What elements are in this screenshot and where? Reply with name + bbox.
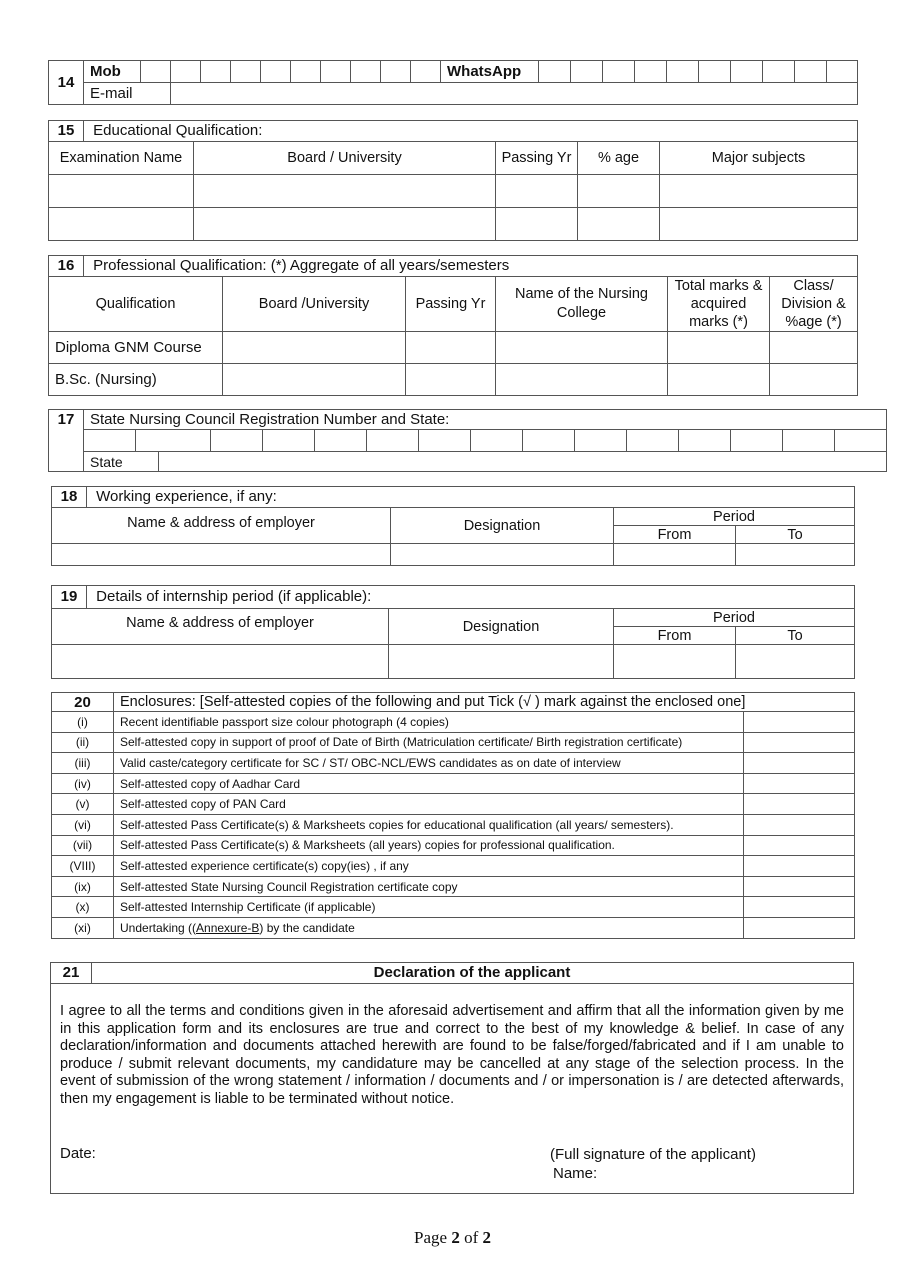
item-text: Self-attested Internship Certificate (if applicable) bbox=[114, 897, 744, 918]
tick-box[interactable] bbox=[744, 917, 855, 938]
section-14-contact-table bbox=[48, 60, 858, 105]
tick-box[interactable] bbox=[744, 835, 855, 856]
item-text-pre: Undertaking (( bbox=[120, 920, 197, 935]
percentage-cell[interactable] bbox=[578, 175, 660, 208]
reg-digit-box[interactable] bbox=[136, 430, 211, 452]
reg-digit-box[interactable] bbox=[263, 430, 315, 452]
tick-box[interactable] bbox=[744, 814, 855, 835]
item-text: Self-attested copy of Aadhar Card bbox=[114, 773, 744, 794]
column-header: Name of the Nursing College bbox=[496, 277, 668, 332]
tick-box[interactable] bbox=[744, 753, 855, 774]
from-cell[interactable] bbox=[614, 645, 736, 679]
designation-cell[interactable] bbox=[389, 645, 614, 679]
whatsapp-digit-box[interactable] bbox=[635, 61, 667, 83]
mob-digit-box[interactable] bbox=[321, 61, 351, 83]
section-number: 18 bbox=[52, 487, 87, 507]
item-roman: (iii) bbox=[52, 753, 114, 774]
section-19-internship-table bbox=[51, 585, 855, 679]
section-number: 21 bbox=[51, 963, 92, 983]
item-roman: (v) bbox=[52, 794, 114, 815]
item-roman: (vi) bbox=[52, 814, 114, 835]
reg-digit-box[interactable] bbox=[783, 430, 835, 452]
whatsapp-digit-box[interactable] bbox=[763, 61, 795, 83]
exam-name-cell[interactable] bbox=[49, 208, 194, 241]
item-text: Self-attested Pass Certificate(s) & Marksheets (all years) copies for professional qualification. bbox=[114, 835, 744, 856]
item-text-post: ) by the candidate bbox=[259, 920, 355, 935]
section-18-experience-table bbox=[51, 486, 855, 566]
item-roman: (VIII) bbox=[52, 856, 114, 877]
board-cell[interactable] bbox=[194, 208, 496, 241]
column-header: Designation bbox=[389, 609, 614, 645]
declaration-text: I agree to all the terms and conditions given in the aforesaid advertisement and affirm that all the information given by me in this application form and its enclosures are true and correct to the best of my knowledge & belief. In case of any declaration/information and documents attached herewith are found to be false/forged/fabricated and if I am unable to produce / submit relevant documents, my candidature may be cancelled at any stage of the selection process. In the event of submission of the wrong statement / information / documents and / or impersonation is / are detected afterwards, then my engagement is liable to be terminated without notice. bbox=[60, 1003, 844, 1107]
item-roman: (vii) bbox=[52, 835, 114, 856]
passing-year-cell[interactable] bbox=[406, 332, 496, 364]
board-cell[interactable] bbox=[194, 175, 496, 208]
to-cell[interactable] bbox=[736, 645, 855, 679]
item-text: Self-attested copy in support of proof of Date of Birth (Matriculation certificate/ Birth registration certificate) bbox=[114, 732, 744, 753]
whatsapp-digit-box[interactable] bbox=[699, 61, 731, 83]
section-number: 15 bbox=[49, 121, 84, 141]
whatsapp-label: WhatsApp bbox=[441, 61, 539, 83]
column-header: Name & address of employer bbox=[52, 609, 389, 645]
marks-cell[interactable] bbox=[668, 364, 770, 396]
reg-digit-box[interactable] bbox=[84, 430, 136, 452]
column-header: From bbox=[614, 627, 736, 645]
section-title: State Nursing Council Registration Number and State: bbox=[84, 410, 887, 430]
class-cell[interactable] bbox=[770, 332, 858, 364]
whatsapp-digit-box[interactable] bbox=[667, 61, 699, 83]
reg-digit-box[interactable] bbox=[471, 430, 523, 452]
column-header: Board / University bbox=[194, 142, 496, 175]
qualification-label: Diploma GNM Course bbox=[49, 332, 223, 364]
item-roman: (ii) bbox=[52, 732, 114, 753]
column-header: Period bbox=[614, 508, 855, 526]
item-roman: (ix) bbox=[52, 876, 114, 897]
item-text: Self-attested copy of PAN Card bbox=[114, 794, 744, 815]
item-roman: (iv) bbox=[52, 773, 114, 794]
mob-digit-box[interactable] bbox=[351, 61, 381, 83]
passing-year-cell[interactable] bbox=[496, 175, 578, 208]
class-cell[interactable] bbox=[770, 364, 858, 396]
annexure-b-link[interactable]: Annexure-B bbox=[196, 920, 260, 935]
declaration-header bbox=[51, 963, 853, 984]
tick-box[interactable] bbox=[744, 794, 855, 815]
employer-cell[interactable] bbox=[52, 544, 391, 566]
percentage-cell[interactable] bbox=[578, 208, 660, 241]
column-header: Name & address of employer bbox=[52, 508, 391, 544]
column-header: To bbox=[736, 526, 855, 544]
reg-digit-box[interactable] bbox=[523, 430, 575, 452]
mob-digit-box[interactable] bbox=[231, 61, 261, 83]
item-text: Recent identifiable passport size colour photograph (4 copies) bbox=[114, 712, 744, 733]
date-label: Date: bbox=[60, 1145, 96, 1162]
whatsapp-digit-box[interactable] bbox=[827, 61, 858, 83]
reg-digit-box[interactable] bbox=[211, 430, 263, 452]
tick-box[interactable] bbox=[744, 712, 855, 733]
item-roman: (xi) bbox=[52, 917, 114, 938]
employer-cell[interactable] bbox=[52, 645, 389, 679]
column-header: From bbox=[614, 526, 736, 544]
column-header: Designation bbox=[391, 508, 614, 544]
passing-year-cell[interactable] bbox=[406, 364, 496, 396]
whatsapp-digit-box[interactable] bbox=[571, 61, 603, 83]
whatsapp-digit-box[interactable] bbox=[795, 61, 827, 83]
state-field[interactable] bbox=[159, 452, 887, 472]
section-number: 14 bbox=[49, 61, 84, 105]
marks-cell[interactable] bbox=[668, 332, 770, 364]
section-number: 16 bbox=[49, 256, 84, 276]
whatsapp-digit-box[interactable] bbox=[731, 61, 763, 83]
column-header: Period bbox=[614, 609, 855, 627]
mob-label: Mob bbox=[84, 61, 141, 83]
section-title: Educational Qualification: bbox=[93, 122, 263, 139]
column-header: Class/ Division & %age (*) bbox=[770, 277, 858, 332]
mob-digit-box[interactable] bbox=[201, 61, 231, 83]
reg-digit-box[interactable] bbox=[575, 430, 627, 452]
section-title: Working experience, if any: bbox=[96, 488, 277, 505]
item-text: Self-attested Pass Certificate(s) & Marksheets copies for educational qualification (all years/ semesters). bbox=[114, 814, 744, 835]
section-20-enclosures-table bbox=[51, 692, 855, 939]
mob-digit-box[interactable] bbox=[171, 61, 201, 83]
reg-digit-box[interactable] bbox=[835, 430, 887, 452]
exam-name-cell[interactable] bbox=[49, 175, 194, 208]
section-17-registration-table bbox=[48, 409, 887, 472]
tick-box[interactable] bbox=[744, 897, 855, 918]
section-number: 20 bbox=[52, 693, 114, 712]
whatsapp-digit-box[interactable] bbox=[539, 61, 571, 83]
section-number: 19 bbox=[52, 586, 87, 608]
reg-digit-box[interactable] bbox=[679, 430, 731, 452]
page-word: Page bbox=[414, 1228, 448, 1247]
passing-year-cell[interactable] bbox=[496, 208, 578, 241]
page-total: 2 bbox=[482, 1228, 491, 1247]
mob-digit-box[interactable] bbox=[291, 61, 321, 83]
item-roman: (x) bbox=[52, 897, 114, 918]
column-header: Major subjects bbox=[660, 142, 858, 175]
column-header: Total marks & acquired marks (*) bbox=[668, 277, 770, 332]
column-header: Examination Name bbox=[49, 142, 194, 175]
designation-cell[interactable] bbox=[391, 544, 614, 566]
section-21-declaration bbox=[50, 962, 854, 1194]
reg-digit-box[interactable] bbox=[367, 430, 419, 452]
mob-digit-box[interactable] bbox=[261, 61, 291, 83]
college-cell[interactable] bbox=[496, 364, 668, 396]
email-field[interactable] bbox=[171, 83, 858, 105]
mob-digit-box[interactable] bbox=[141, 61, 171, 83]
column-header: % age bbox=[578, 142, 660, 175]
mob-digit-box[interactable] bbox=[411, 61, 441, 83]
reg-digit-box[interactable] bbox=[315, 430, 367, 452]
tick-box[interactable] bbox=[744, 773, 855, 794]
column-header: Qualification bbox=[49, 277, 223, 332]
tick-box[interactable] bbox=[744, 732, 855, 753]
of-word: of bbox=[464, 1228, 479, 1247]
section-title: Enclosures: [Self-attested copies of the following and put Tick (√ ) mark against the enclosed one] bbox=[114, 693, 855, 712]
email-label: E-mail bbox=[84, 83, 171, 105]
qualification-label: B.Sc. (Nursing) bbox=[49, 364, 223, 396]
reg-digit-box[interactable] bbox=[731, 430, 783, 452]
section-16-professional-table bbox=[48, 255, 858, 396]
whatsapp-digit-box[interactable] bbox=[603, 61, 635, 83]
mob-digit-box[interactable] bbox=[381, 61, 411, 83]
declaration-title: Declaration of the applicant bbox=[373, 964, 571, 981]
item-roman: (i) bbox=[52, 712, 114, 733]
reg-digit-box[interactable] bbox=[627, 430, 679, 452]
signature-label: (Full signature of the applicant) bbox=[550, 1146, 756, 1163]
column-header: Passing Yr bbox=[406, 277, 496, 332]
tick-box[interactable] bbox=[744, 876, 855, 897]
section-title: Professional Qualification: (*) Aggregate of all years/semesters bbox=[93, 257, 510, 274]
name-label: Name: bbox=[553, 1165, 598, 1182]
major-subjects-cell[interactable] bbox=[660, 208, 858, 241]
item-text: Valid caste/category certificate for SC / ST/ OBC-NCL/EWS candidates as on date of interview bbox=[114, 753, 744, 774]
column-header: To bbox=[736, 627, 855, 645]
column-header: Board /University bbox=[223, 277, 406, 332]
page-current: 2 bbox=[451, 1228, 460, 1247]
section-title: Details of internship period (if applicable): bbox=[96, 588, 372, 605]
college-cell[interactable] bbox=[496, 332, 668, 364]
page-number bbox=[0, 1228, 905, 1248]
to-cell[interactable] bbox=[736, 544, 855, 566]
state-label: State bbox=[84, 452, 159, 472]
signature-block bbox=[550, 1145, 756, 1183]
section-number: 17 bbox=[49, 410, 84, 472]
section-15-education-table bbox=[48, 120, 858, 241]
major-subjects-cell[interactable] bbox=[660, 175, 858, 208]
reg-digit-box[interactable] bbox=[419, 430, 471, 452]
board-cell[interactable] bbox=[223, 332, 406, 364]
item-text bbox=[114, 917, 744, 938]
board-cell[interactable] bbox=[223, 364, 406, 396]
item-text: Self-attested experience certificate(s) copy(ies) , if any bbox=[114, 856, 744, 877]
column-header: Passing Yr bbox=[496, 142, 578, 175]
tick-box[interactable] bbox=[744, 856, 855, 877]
from-cell[interactable] bbox=[614, 544, 736, 566]
item-text: Self-attested State Nursing Council Registration certificate copy bbox=[114, 876, 744, 897]
